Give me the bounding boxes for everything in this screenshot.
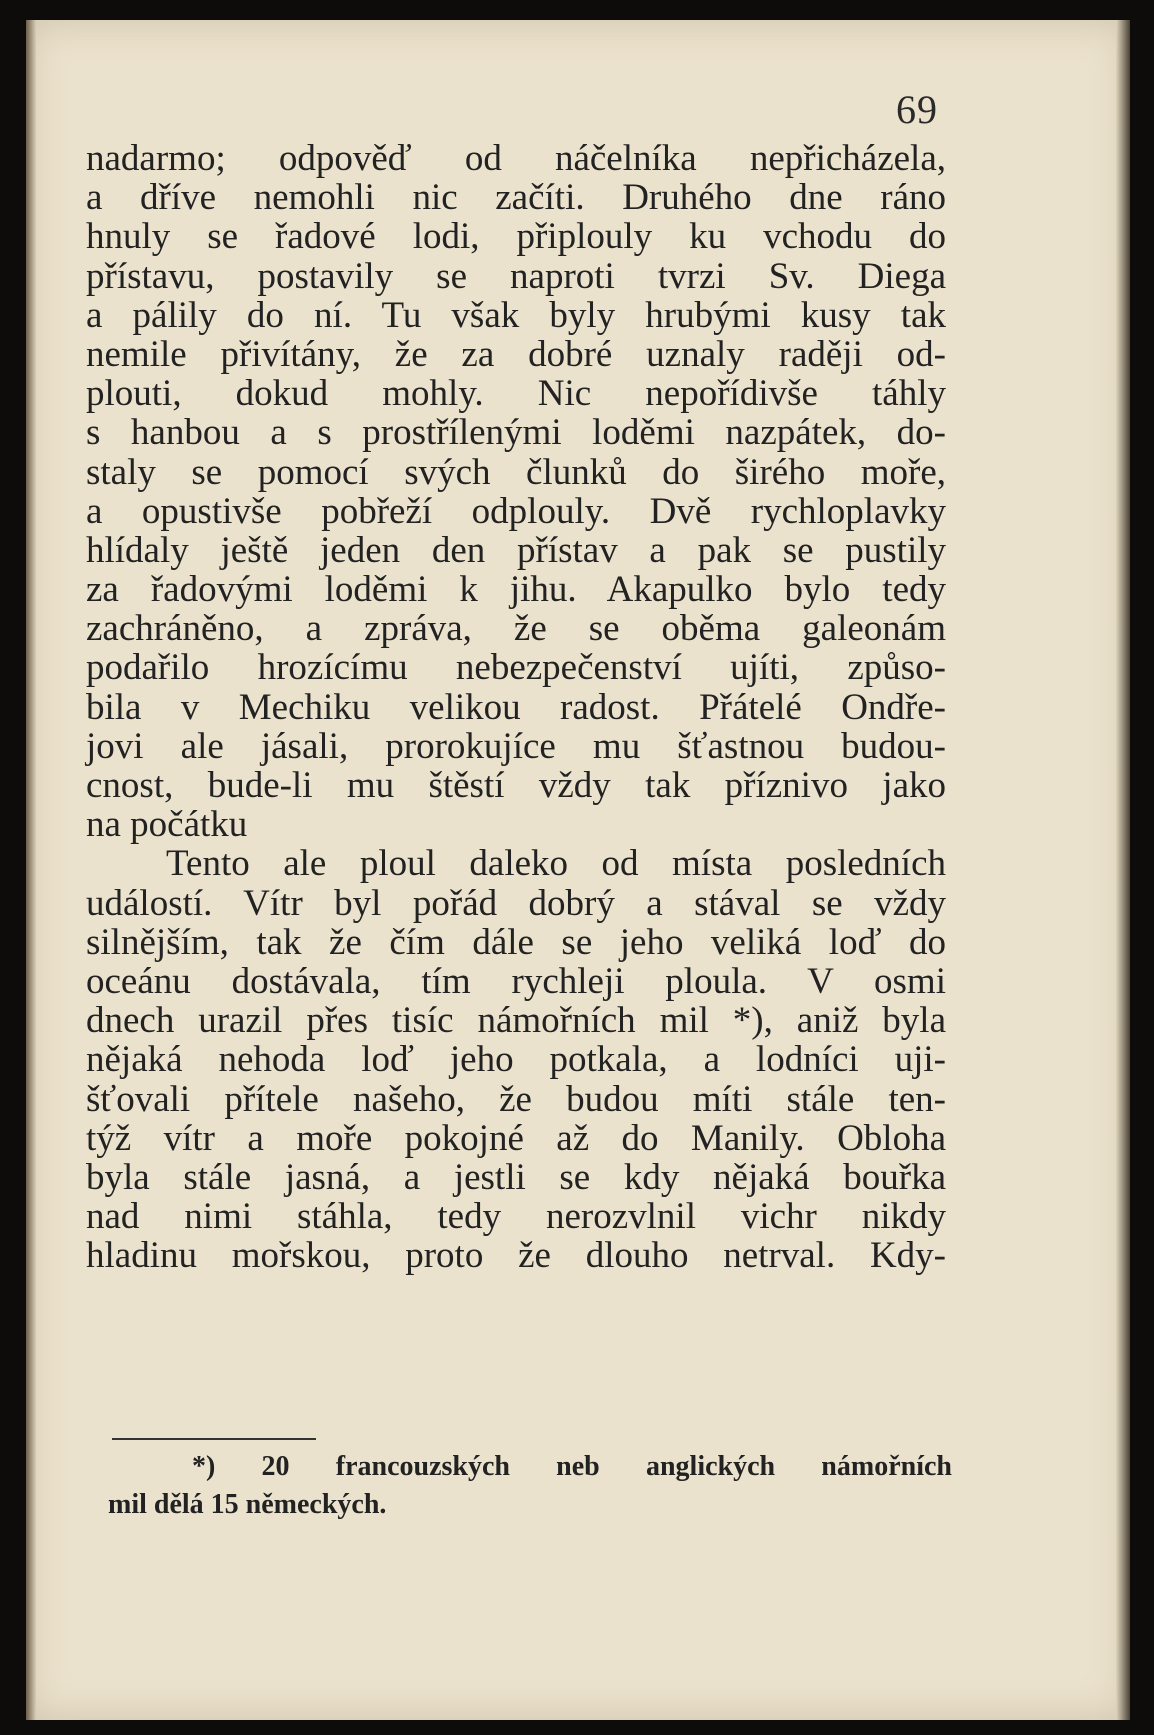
footnote-divider (112, 1438, 316, 1440)
body-text (86, 139, 946, 1275)
text-line: plouti, dokud mohly. Nic nepořídivše táhly (86, 373, 946, 415)
text-line: s hanbou a s prostřílenými loděmi nazpátek, do- (86, 412, 946, 454)
text-line: nad nimi stáhla, tedy nerozvlnil vichr nikdy (86, 1196, 946, 1238)
text-line: nadarmo; odpověď od náčelníka nepřicházela, (86, 138, 946, 179)
footnote-line: *) 20 francouzských neb anglických námořních (192, 1451, 952, 1482)
text-line: byla stále jasná, a jestli se kdy nějaká bouřka (86, 1156, 946, 1198)
page-number: 69 (896, 87, 938, 132)
text-line: silnějším, tak že čím dále se jeho veliká loď do (86, 921, 946, 963)
text-line: hnuly se řadové lodi, připlouly ku vchodu do (86, 216, 946, 258)
text-line: za řadovými loděmi k jihu. Akapulko bylo tedy (86, 569, 946, 611)
text-line: nějaká nehoda loď jeho potkala, a lodníci uji- (86, 1039, 946, 1081)
text-line: staly se pomocí svých člunků do širého moře, (86, 451, 946, 493)
text-line: bila v Mechiku velikou radost. Přátelé Ondře- (86, 686, 946, 728)
text-line: cnost, bude-li mu štěstí vždy tak příznivo jako (86, 765, 946, 806)
paragraph-end-line: na počátku (86, 804, 248, 846)
footnote-line: mil dělá 15 německých. (108, 1489, 387, 1520)
text-line: zachráněno, a zpráva, že se oběma galeonám (86, 608, 946, 650)
text-line: podařilo hrozícímu nebezpečenství ujíti, způso- (86, 647, 946, 689)
text-line: přístavu, postavily se naproti tvrzi Sv. Diega (86, 255, 946, 297)
text-line: a dříve nemohli nic začíti. Druhého dne ráno (86, 177, 946, 219)
text-line: oceánu dostávala, tím rychleji ploula. V osmi (86, 960, 946, 1002)
text-line: nemile přivítány, že za dobré uznaly raději od- (86, 333, 946, 375)
text-line: hlídaly ještě jeden den přístav a pak se pustily (86, 529, 946, 571)
text-line: a pálily do ní. Tu však byly hrubými kusy tak (86, 294, 946, 336)
text-line: týž vítr a moře pokojné až do Manily. Obloha (86, 1117, 946, 1159)
paragraph-start-line: Tento ale ploul daleko od místa posledních (166, 843, 946, 885)
page-edge (1116, 20, 1130, 1720)
text-line: událostí. Vítr byl pořád dobrý a stával se vždy (86, 882, 946, 924)
spine-edge (26, 20, 36, 1720)
footnote (108, 1448, 952, 1524)
text-line: dnech urazil přes tisíc námořních mil *), aniž byla (86, 1000, 946, 1042)
text-line: jovi ale jásali, prorokujíce mu šťastnou budou- (86, 725, 946, 767)
text-line: a opustivše pobřeží odplouly. Dvě rychloplavky (86, 490, 946, 532)
text-line: šťovali přítele našeho, že budou míti stále ten- (86, 1078, 946, 1120)
text-line: hladinu mořskou, proto že dlouho netrval. Kdy- (86, 1235, 946, 1277)
